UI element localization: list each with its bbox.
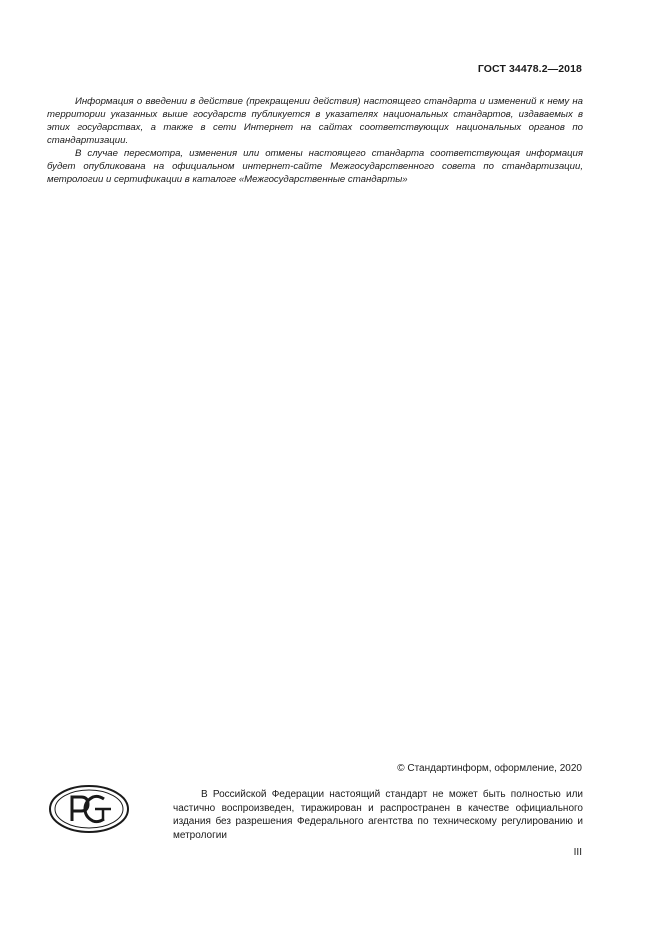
intro-paragraph-revision: В случае пересмотра, изменения или отмены настоящего стандарта соответствующая информация будет опубликована на официальном интернет-сайте Межгосударственного совета по стандартизации, метрологии и сертификации в каталоге «Межгосударственные стандарты»	[47, 148, 583, 185]
intro-paragraph-info: Информация о введении в действие (прекращении действия) настоящего стандарта и изменений к нему на территории указанных выше государств публикуется в указателях национальных стандартов, издаваемых в этих государствах, а также в сети Интернет на сайтах соответствующих национальных органов по стандартизации.	[47, 96, 583, 146]
copyright-legal-notice	[173, 788, 583, 842]
rst-certification-mark-icon	[48, 784, 130, 834]
page-number: III	[573, 847, 582, 858]
publication-info-section	[47, 95, 583, 186]
legal-notice-text: В Российской Федерации настоящий стандарт не может быть полностью или частично воспроизведен, тиражирован и распространен в качестве официального издания без разрешения Федерального агентства по техническому регулированию и метрологии	[173, 789, 583, 841]
standard-code-header: ГОСТ 34478.2—2018	[477, 63, 582, 75]
copyright-line: © Стандартинформ, оформление, 2020	[397, 763, 582, 774]
